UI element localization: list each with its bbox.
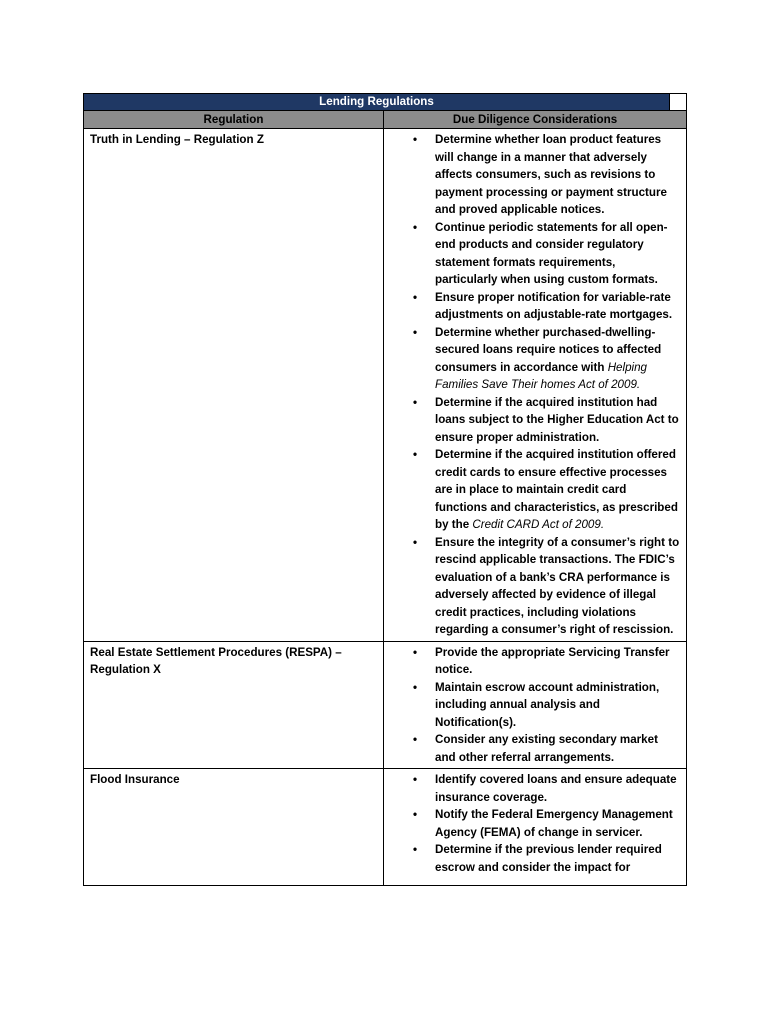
list-item	[384, 446, 680, 534]
item-text: Continue periodic statements for all open-end products and consider regulatory statement formats requirements, particularly when using custom formats.	[435, 220, 668, 286]
item-text: Ensure proper notification for variable-rate adjustments on adjustable-rate mortgages.	[435, 290, 673, 321]
header-regulation: Regulation	[84, 111, 384, 129]
table-title: Lending Regulations	[84, 94, 670, 111]
item-tail-text: .	[636, 378, 641, 391]
bullet-icon: •	[413, 325, 418, 339]
table-title-row	[84, 94, 687, 111]
bullet-icon: •	[413, 680, 418, 694]
list-item	[384, 679, 680, 732]
item-text: Determine if the previous lender required escrow and consider the impact for	[435, 843, 662, 874]
considerations-list	[384, 131, 680, 639]
bullet-icon: •	[413, 395, 418, 409]
list-item	[384, 731, 680, 766]
considerations-cell	[384, 641, 687, 769]
header-due-diligence: Due Diligence Considerations	[384, 111, 687, 129]
item-text: Determine whether loan product features will change in a manner that adversely affects consumers, such as revisions to payment processing or payment structure and proved applicable notices.	[435, 133, 667, 216]
item-text: Notify the Federal Emergency Management Agency (FEMA) of change in servicer.	[435, 808, 673, 839]
considerations-list	[384, 644, 680, 767]
list-item	[384, 289, 680, 324]
bullet-icon: •	[413, 733, 418, 746]
list-item	[384, 806, 680, 841]
bullet-icon: •	[413, 290, 418, 304]
item-text: Determine if the acquired institution had loans subject to the Higher Education Act to ensure proper administration.	[435, 395, 679, 444]
item-text: Determine whether purchased-dwelling-secured loans require notices to affected consumers in accordance with	[435, 325, 662, 374]
item-tail-text: .	[600, 518, 605, 531]
list-item	[384, 841, 680, 876]
table-row	[84, 129, 687, 642]
bullet-icon: •	[413, 448, 418, 461]
regulation-cell: Truth in Lending – Regulation Z	[84, 129, 384, 642]
list-item	[384, 219, 680, 289]
list-item	[384, 131, 680, 219]
bullet-icon: •	[413, 843, 418, 856]
bullet-icon: •	[413, 220, 418, 234]
title-corner-cell	[670, 94, 687, 111]
table-row	[84, 769, 687, 886]
bullet-icon: •	[413, 773, 418, 786]
lending-regulations-table	[83, 93, 687, 886]
item-text: Identify covered loans and ensure adequate insurance coverage.	[435, 773, 677, 804]
item-text: Ensure the integrity of a consumer’s right to rescind applicable transactions. The FDIC’s evaluation of a bank’s CRA performance is adversely affected by evidence of illegal credit practices, including violations regarding a consumer’s right of rescission.	[435, 535, 680, 636]
considerations-cell	[384, 769, 687, 886]
list-item	[384, 324, 680, 394]
bullet-icon: •	[413, 645, 418, 659]
list-item	[384, 534, 680, 639]
considerations-cell	[384, 129, 687, 642]
bullet-icon: •	[413, 535, 418, 549]
list-item	[384, 644, 680, 679]
item-text: Provide the appropriate Servicing Transfer notice.	[435, 645, 670, 676]
table-row	[84, 641, 687, 769]
regulation-cell: Flood Insurance	[84, 769, 384, 886]
list-item	[384, 771, 680, 806]
item-italic-text: Credit CARD Act of 2009	[472, 518, 601, 531]
considerations-list	[384, 771, 680, 876]
item-italic-text: Helping Families Save Their homes Act of 2009	[435, 360, 648, 391]
list-item	[384, 394, 680, 447]
regulation-cell: Real Estate Settlement Procedures (RESPA) – Regulation X	[84, 641, 384, 769]
item-text: Consider any existing secondary market and other referral arrangements.	[435, 733, 658, 764]
item-text: Determine if the acquired institution offered credit cards to ensure effective processes are in place to maintain credit card functions and characteristics, as prescribed by the	[435, 448, 678, 531]
item-text: Maintain escrow account administration, including annual analysis and Notification(s).	[435, 680, 660, 729]
bullet-icon: •	[413, 808, 418, 821]
bullet-icon: •	[413, 133, 418, 146]
table-header-row	[84, 111, 687, 129]
